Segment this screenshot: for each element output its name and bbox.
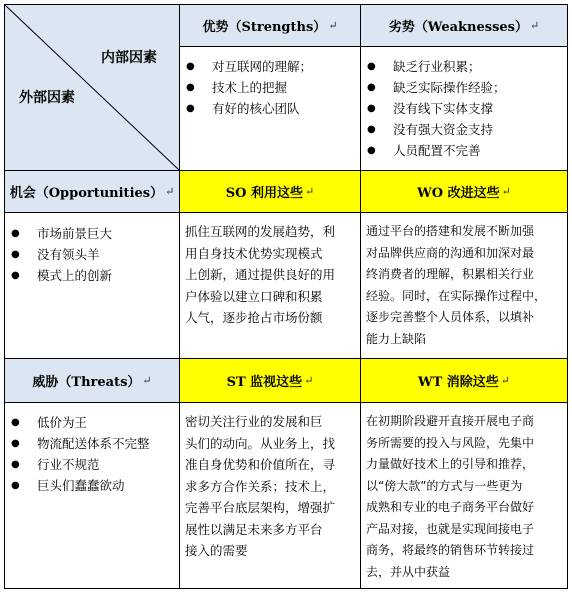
list-item: ● 物流配送体系不完整 xyxy=(9,433,179,454)
st-content xyxy=(179,402,361,589)
so-content xyxy=(179,212,361,359)
st-text: 密切关注行业的发展和巨 头们的动向。从业务上，找 准自身优势和价值所在，寻 求多方合作关系；技术上， 完善平台底层架构，增强扩 展性以满足未来多方平台 接入的需要 xyxy=(185,414,336,558)
wo-content xyxy=(360,212,568,359)
list-item: ● 行业不规范 xyxy=(9,454,179,475)
opportunities-content xyxy=(4,212,180,359)
st-header: ST 监视这些 ↵ xyxy=(179,358,361,403)
weaknesses-header: 劣势（Weaknesses） ↵ xyxy=(360,4,568,47)
opportunities-list xyxy=(9,223,179,286)
list-item: ● 没有线下实体支撑 xyxy=(365,98,567,119)
list-item: ● 对互联网的理解； xyxy=(184,56,360,77)
list-item: ● 技术上的把握 xyxy=(184,77,360,98)
internal-factors-label: 内部因素 xyxy=(101,50,157,66)
strengths-content xyxy=(179,46,361,171)
threats-content xyxy=(4,402,180,589)
threats-list xyxy=(9,412,179,496)
list-item: ● 人员配置不完善 xyxy=(365,140,567,161)
list-item: ● 低价为王 xyxy=(9,412,179,433)
strengths-list xyxy=(184,56,360,119)
list-item: ● 有好的核心团队 xyxy=(184,98,360,119)
list-item: ● 没有强大资金支持 xyxy=(365,119,567,140)
threats-title: 威胁（Threats） xyxy=(32,375,141,390)
wo-title: WO 改进这些 xyxy=(417,186,500,201)
list-item: ● 模式上的创新 xyxy=(9,265,179,286)
list-item: ● 市场前景巨大 xyxy=(9,223,179,244)
wt-text: 在初期阶段避开直接开展电子商 务所需要的投入与风险，先集中 力量做好技术上的引导和推荐， 以“傍大款”的方式与一些更为 成熟和专业的电子商务平台做好 产品对接，也就是实现间接电子 商务，将最终的销售环节转接过 去，并从中获益 xyxy=(366,414,535,579)
list-item: ● 缺乏实际操作经验； xyxy=(365,77,567,98)
opportunities-title: 机会（Opportunities） xyxy=(9,186,164,201)
so-header: SO 利用这些 ↵ xyxy=(179,170,361,213)
wo-header: WO 改进这些 ↵ xyxy=(360,170,568,213)
strengths-title: 优势（Strengths） xyxy=(202,20,327,35)
so-text: 抓住互联网的发展趋势，利 用自身技术优势实现模式 上创新，通过提供良好的用 户体验以建立口碑和积累 人气，逐步抢占市场份额 xyxy=(185,224,336,325)
strengths-header: 优势（Strengths） ↵ xyxy=(179,4,361,47)
st-title: ST 监视这些 xyxy=(226,375,303,390)
list-item: ● 缺乏行业积累； xyxy=(365,56,567,77)
wo-text: 通过平台的搭建和发展不断加强 对品牌供应商的沟通和加深对最 终消费者的理解，积累相关行业 经验。同时，在实际操作过程中， 逐步完善整个人员体系，以填补 能力上缺陷 xyxy=(366,224,547,346)
threats-header: 威胁（Threats） ↵ xyxy=(4,358,180,403)
weaknesses-title: 劣势（Weaknesses） xyxy=(388,20,528,35)
weaknesses-list xyxy=(365,56,567,161)
wt-content xyxy=(360,402,568,589)
list-item: ● 巨头们蠢蠢欲动 xyxy=(9,475,179,496)
opportunities-header: 机会（Opportunities） ↵ xyxy=(4,170,180,213)
weaknesses-content xyxy=(360,46,568,171)
so-title: SO 利用这些 xyxy=(225,186,304,201)
external-factors-label: 外部因素 xyxy=(19,90,75,106)
wt-header: WT 消除这些 ↵ xyxy=(360,358,568,403)
wt-title: WT 消除这些 xyxy=(417,375,499,390)
list-item: ● 没有领头羊 xyxy=(9,244,179,265)
corner-cell xyxy=(4,4,180,171)
